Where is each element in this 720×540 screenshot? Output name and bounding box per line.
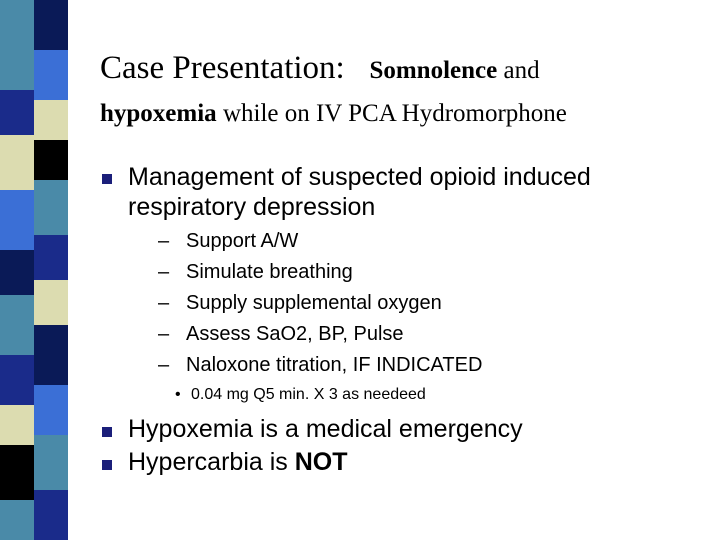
bullet-1-line-2: respiratory depression [128,193,376,221]
title-line-2 [100,99,700,129]
stripe [34,180,68,235]
square-bullet-icon [102,174,112,184]
title-part-4: hypoxemia [100,100,217,127]
stripe [34,325,68,385]
sub-item: – Simulate breathing [158,261,353,283]
stripe [0,0,34,90]
stripe [0,250,34,295]
bullet-2: Hypoxemia is a medical emergency [128,415,523,443]
square-bullet-icon [102,460,112,470]
title-part-2: Somnolence [369,57,498,84]
square-bullet-icon [102,427,112,437]
title-part-5: while on IV PCA Hydromorphone [222,100,567,127]
sub-item: – Assess SaO2, BP, Pulse [158,323,404,345]
stripe [0,355,34,405]
stripe [0,295,34,355]
stripe [34,50,68,100]
stripe [0,135,34,190]
sub-item: – Naloxone titration, IF INDICATED [158,354,483,376]
sub-sub-item: • 0.04 mg Q5 min. X 3 as needeed [175,386,426,403]
dot-bullet-icon: • [175,386,181,403]
stripe [34,235,68,280]
sub-item: – Supply supplemental oxygen [158,292,442,314]
dash-bullet-icon: – [158,261,170,283]
title-line-1 [100,46,700,93]
stripe [0,405,34,445]
dash-bullet-icon: – [158,292,170,314]
stripe [0,90,34,135]
stripe [34,100,68,140]
stripe [34,385,68,435]
dash-bullet-icon: – [158,354,170,376]
bullet-1 [128,162,688,222]
slide-title [100,46,700,129]
title-part-3: and [503,57,540,84]
decorative-stripe-bar [0,0,68,540]
dash-bullet-icon: – [158,230,170,252]
stripe [0,445,34,500]
stripe [34,280,68,325]
bullet-1-line-1: Management of suspected opioid induced [128,163,591,191]
stripe [34,0,68,50]
dash-bullet-icon: – [158,323,170,345]
stripe [0,190,34,250]
stripe [0,500,34,540]
title-part-1: Case Presentation: [100,50,345,86]
stripe [34,140,68,180]
stripe [34,490,68,540]
bullet-3: Hypercarbia is NOT [128,448,348,476]
sub-item: – Support A/W [158,230,299,252]
stripe [34,435,68,490]
